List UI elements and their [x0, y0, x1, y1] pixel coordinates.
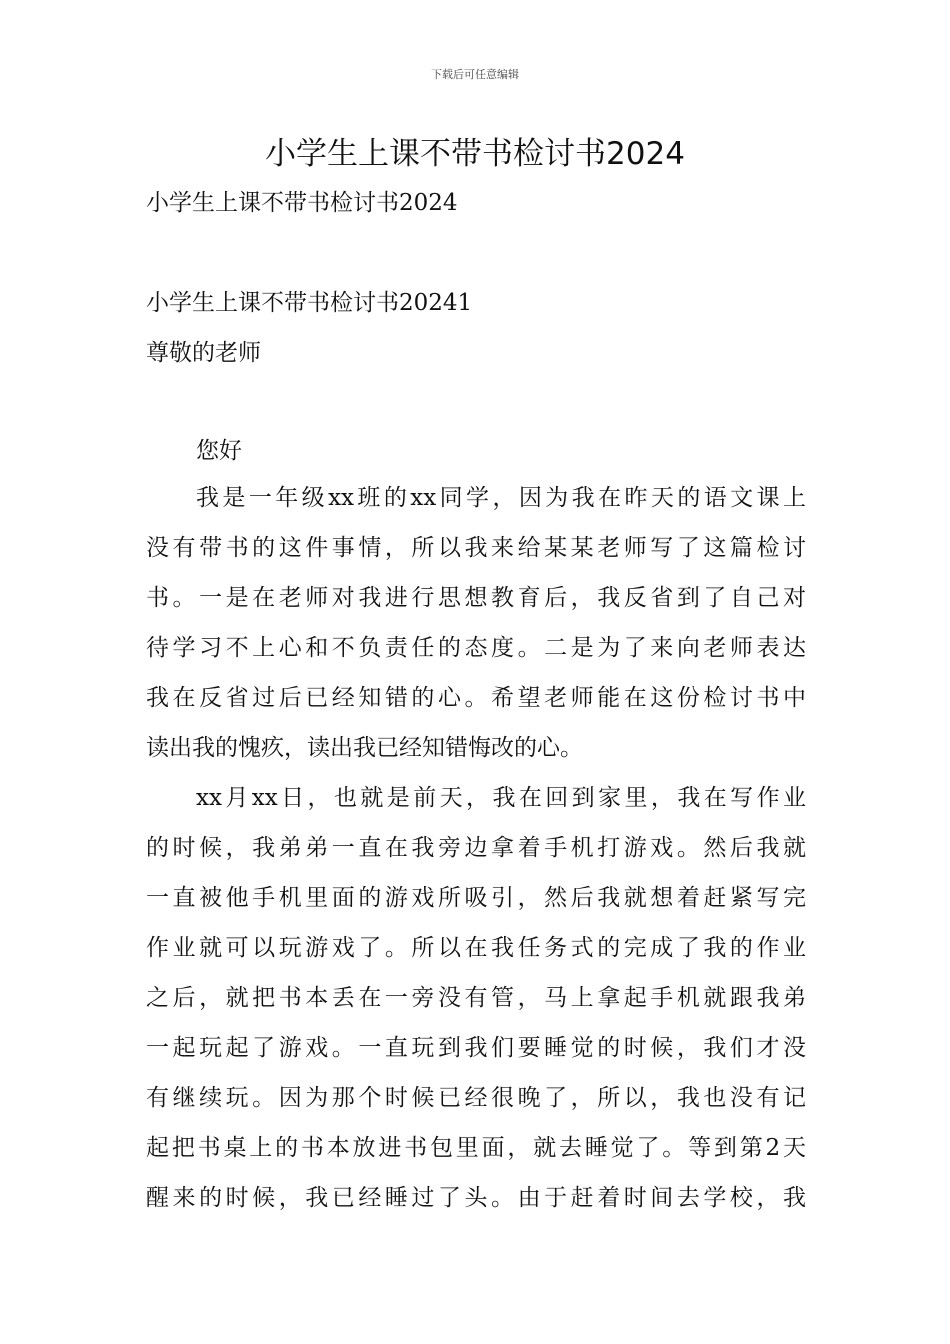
- paragraph-1: [146, 473, 806, 773]
- subtitle: 小学生上课不带书检讨书2024: [146, 190, 458, 216]
- paragraph-line: xx月xx日，也就是前天，我在回到家里，我在写作业: [196, 785, 806, 811]
- paragraph-line: 一直被他手机里面的游戏所吸引，然后我就想着赶紧写完: [146, 885, 806, 911]
- section-heading: 小学生上课不带书检讨书20241: [146, 290, 473, 316]
- paragraph-line: 之后，就把书本丢在一旁没有管，马上拿起手机就跟我弟: [146, 985, 806, 1011]
- header-note: 下载后可任意编辑: [431, 68, 519, 81]
- paragraph-line: 作业就可以玩游戏了。所以在我任务式的完成了我的作业: [146, 935, 806, 961]
- paragraph-line: 我在反省过后已经知错的心。希望老师能在这份检讨书中: [146, 685, 806, 711]
- paragraph-line: 我是一年级xx班的xx同学，因为我在昨天的语文课上: [196, 485, 806, 511]
- salutation: 尊敬的老师: [146, 340, 261, 366]
- paragraph-line: 待学习不上心和不负责任的态度。二是为了来向老师表达: [146, 635, 806, 661]
- greeting: 您好: [196, 438, 242, 464]
- paragraph-line: 的时候，我弟弟一直在我旁边拿着手机打游戏。然后我就: [146, 835, 806, 861]
- paragraph-line: 一起玩起了游戏。一直玩到我们要睡觉的时候，我们才没: [146, 1035, 806, 1061]
- paragraph-line: 没有带书的这件事情，所以我来给某某老师写了这篇检讨: [146, 535, 806, 561]
- document-title: 小学生上课不带书检讨书2024: [265, 136, 685, 172]
- paragraph-line: 醒来的时候，我已经睡过了头。由于赶着时间去学校，我: [146, 1185, 806, 1211]
- paragraph-line: 有继续玩。因为那个时候已经很晚了，所以，我也没有记: [146, 1085, 806, 1111]
- paragraph-line: 起把书桌上的书本放进书包里面，就去睡觉了。等到第2天: [146, 1135, 806, 1161]
- paragraph-line: 读出我的愧疚，读出我已经知错悔改的心。: [146, 735, 583, 761]
- paragraph-line: 书。一是在老师对我进行思想教育后，我反省到了自己对: [146, 585, 806, 611]
- paragraph-2: [146, 773, 806, 1223]
